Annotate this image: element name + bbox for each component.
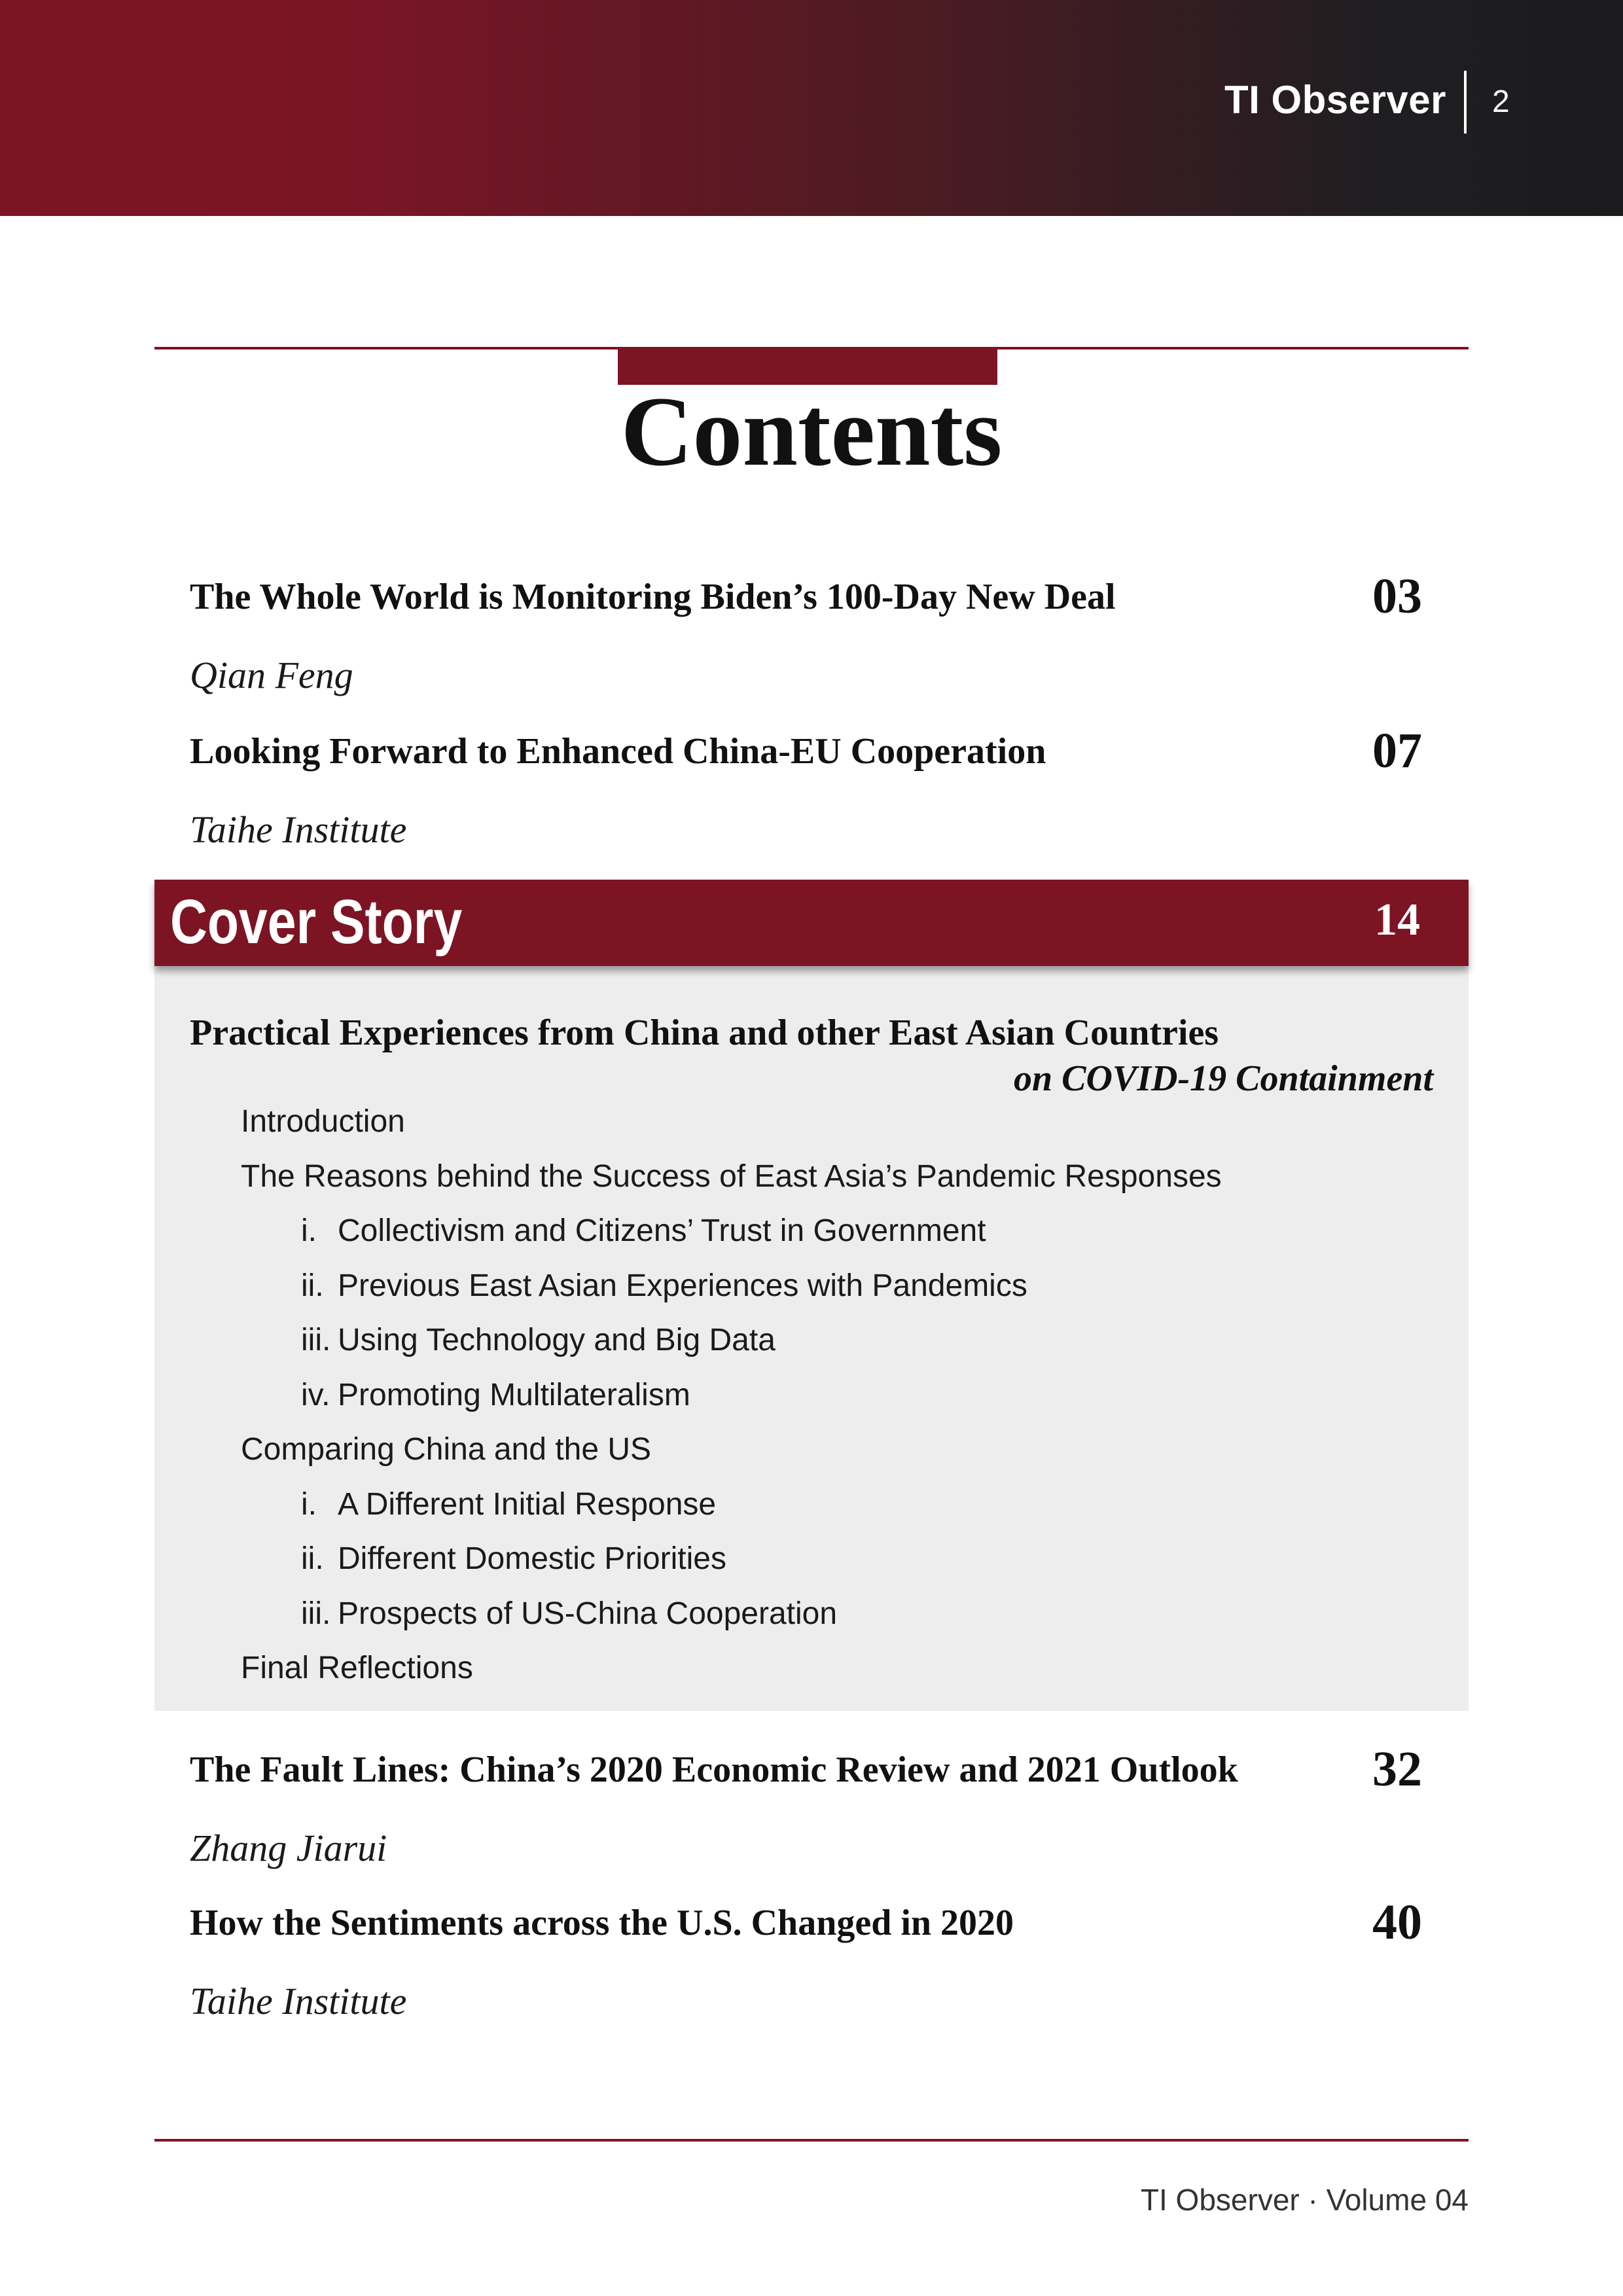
subsection-number: iii. bbox=[301, 1596, 331, 1631]
section-label: Comparing China and the US bbox=[241, 1432, 652, 1467]
subsection-item[interactable] bbox=[301, 1486, 716, 1541]
entry-title[interactable]: The Fault Lines: China’s 2020 Economic Review and 2021 Outlook bbox=[190, 1749, 1238, 1790]
cover-story-subtitle: on COVID-19 Containment bbox=[1013, 1058, 1433, 1099]
subsection-label: Promoting Multilateralism bbox=[338, 1378, 690, 1412]
subsection-number: ii. bbox=[301, 1541, 324, 1576]
entry-page: 03 bbox=[1372, 569, 1422, 624]
subsection-item[interactable] bbox=[301, 1377, 690, 1432]
subsection-label: Collectivism and Citizens’ Trust in Government bbox=[338, 1213, 986, 1248]
entry-title[interactable]: The Whole World is Monitoring Biden’s 100-Day New Deal bbox=[190, 577, 1116, 617]
footer-separator: · bbox=[1299, 2183, 1327, 2217]
subsection-item[interactable] bbox=[301, 1268, 1027, 1323]
section-item[interactable] bbox=[241, 1158, 1222, 1213]
subsection-item[interactable] bbox=[301, 1596, 837, 1651]
contents-heading: Contents bbox=[620, 376, 1003, 486]
entry-page: 32 bbox=[1372, 1742, 1422, 1797]
footer bbox=[1141, 2182, 1469, 2217]
section-item[interactable] bbox=[241, 1431, 651, 1486]
entry-author: Qian Feng bbox=[190, 654, 353, 696]
entry-page: 07 bbox=[1372, 723, 1422, 778]
entry-page: 40 bbox=[1372, 1895, 1422, 1950]
section-label: Final Reflections bbox=[241, 1651, 473, 1685]
page-number: 2 bbox=[1492, 84, 1510, 119]
subsection-label: Different Domestic Priorities bbox=[338, 1541, 726, 1576]
subsection-number: ii. bbox=[301, 1268, 324, 1303]
entry-author: Taihe Institute bbox=[190, 1980, 407, 2022]
cover-story-label: Cover Story bbox=[170, 887, 463, 957]
subsection-item[interactable] bbox=[301, 1213, 986, 1268]
header-banner bbox=[0, 0, 1623, 216]
bottom-rule bbox=[154, 2139, 1469, 2142]
subsection-label: Prospects of US-China Cooperation bbox=[338, 1596, 838, 1631]
section-label: The Reasons behind the Success of East Asia’s Pandemic Responses bbox=[241, 1159, 1222, 1194]
subsection-label: Previous East Asian Experiences with Pandemics bbox=[338, 1268, 1027, 1303]
cover-story-title[interactable]: Practical Experiences from China and other East Asian Countries bbox=[190, 1013, 1219, 1053]
subsection-number: i. bbox=[301, 1487, 317, 1522]
publication-title: TI Observer bbox=[1224, 78, 1446, 122]
section-item[interactable] bbox=[241, 1650, 473, 1705]
cover-story-page: 14 bbox=[1374, 895, 1420, 945]
cover-story-bar bbox=[154, 880, 1469, 966]
subsection-item[interactable] bbox=[301, 1541, 726, 1596]
section-label: Introduction bbox=[241, 1104, 405, 1139]
footer-publication: TI Observer bbox=[1140, 2183, 1300, 2217]
subsection-label: A Different Initial Response bbox=[338, 1487, 717, 1522]
entry-title[interactable]: How the Sentiments across the U.S. Changed in 2020 bbox=[190, 1903, 1014, 1943]
subsection-number: i. bbox=[301, 1213, 317, 1248]
subsection-label: Using Technology and Big Data bbox=[338, 1323, 776, 1357]
section-item[interactable] bbox=[241, 1103, 405, 1158]
subsection-item[interactable] bbox=[301, 1322, 776, 1377]
header-divider bbox=[1464, 71, 1467, 134]
entry-author: Zhang Jiarui bbox=[190, 1827, 387, 1869]
subsection-number: iv. bbox=[301, 1378, 330, 1412]
entry-title[interactable]: Looking Forward to Enhanced China-EU Cooperation bbox=[190, 731, 1046, 772]
entry-author: Taihe Institute bbox=[190, 808, 407, 851]
subsection-number: iii. bbox=[301, 1323, 331, 1357]
footer-volume: Volume 04 bbox=[1326, 2183, 1469, 2217]
